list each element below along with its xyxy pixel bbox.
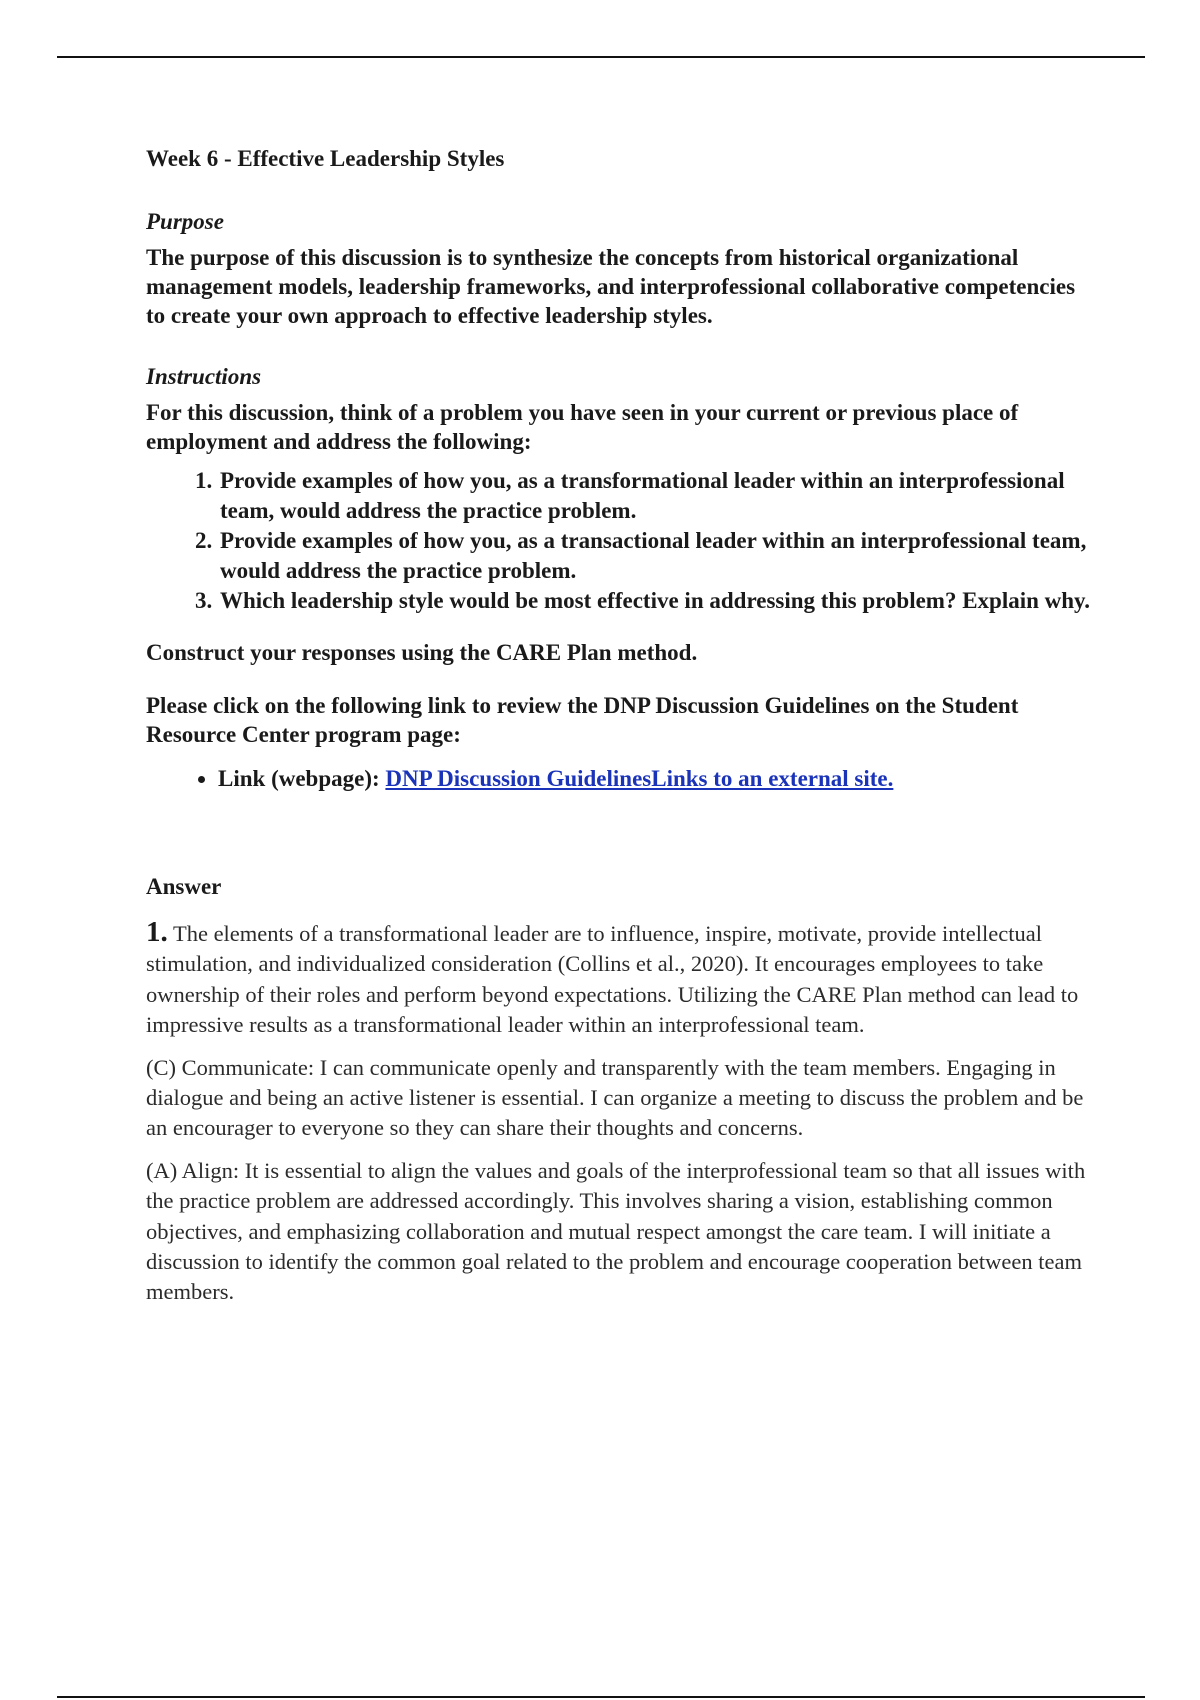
communicate-paragraph: (C) Communicate: I can communicate openly and transparently with the team members. Engaging in dialogue and being an active listener is essential. I can organize a meeting to discuss the problem and be an encourager to everyone so they can share their thoughts and concerns. [146, 1054, 1084, 1141]
answer-intro-paragraph [146, 917, 1096, 1041]
answer-intro-text: The elements of a transformational leader are to influence, inspire, motivate, provide intellectual stimulation, and individualized consideration (Collins et al., 2020). It encourages employees to take ownership of their roles and perform beyond expectations. Utilizing the CARE Plan method can lead to impressive results as a transformational leader within an interprofessional team. [146, 921, 1079, 1038]
care-plan-instruction: Construct your responses using the CARE Plan method. [146, 640, 698, 665]
purpose-heading: Purpose [146, 209, 224, 234]
link-prefix: Link (webpage): [218, 766, 386, 791]
instructions-heading: Instructions [146, 364, 262, 389]
link-list [146, 763, 1096, 795]
task-list [146, 466, 1096, 616]
task-item-1: 1. Provide examples of how you, as a transformational leader within an interprofessional team, would address the practice problem. [218, 466, 1096, 526]
dnp-guidelines-link[interactable]: DNP Discussion GuidelinesLinks to an external site. [385, 766, 894, 791]
answer-heading: Answer [146, 874, 222, 899]
link-list-item [218, 763, 1096, 795]
task-item-2: 2. Provide examples of how you, as a transactional leader within an interprofessional team, would address the practice problem. [218, 526, 1096, 586]
document-body [146, 143, 1096, 1320]
guidelines-text: Please click on the following link to review the DNP Discussion Guidelines on the Student Resource Center program page: [146, 693, 1019, 747]
answer-number: 1. [146, 916, 168, 948]
align-paragraph: (A) Align: It is essential to align the values and goals of the interprofessional team so that all issues with the practice problem are addressed accordingly. This involves sharing a vision, establishing common objectives, and emphasizing collaboration and mutual respect amongst the care team. I will initiate a discussion to identify the common goal related to the problem and encourage cooperation between team members. [146, 1157, 1086, 1305]
instructions-text: For this discussion, think of a problem you have seen in your current or previous place of employment and address the following: [146, 400, 1019, 454]
page-title: Week 6 - Effective Leadership Styles [146, 146, 505, 171]
bottom-rule [57, 1696, 1145, 1698]
top-rule [57, 56, 1145, 58]
task-item-3: 3. Which leadership style would be most effective in addressing this problem? Explain why. [218, 586, 1096, 616]
purpose-text: The purpose of this discussion is to synthesize the concepts from historical organizational management models, leadership frameworks, and interprofessional collaborative competencies to create your own approach to effective leadership styles. [146, 245, 1076, 328]
